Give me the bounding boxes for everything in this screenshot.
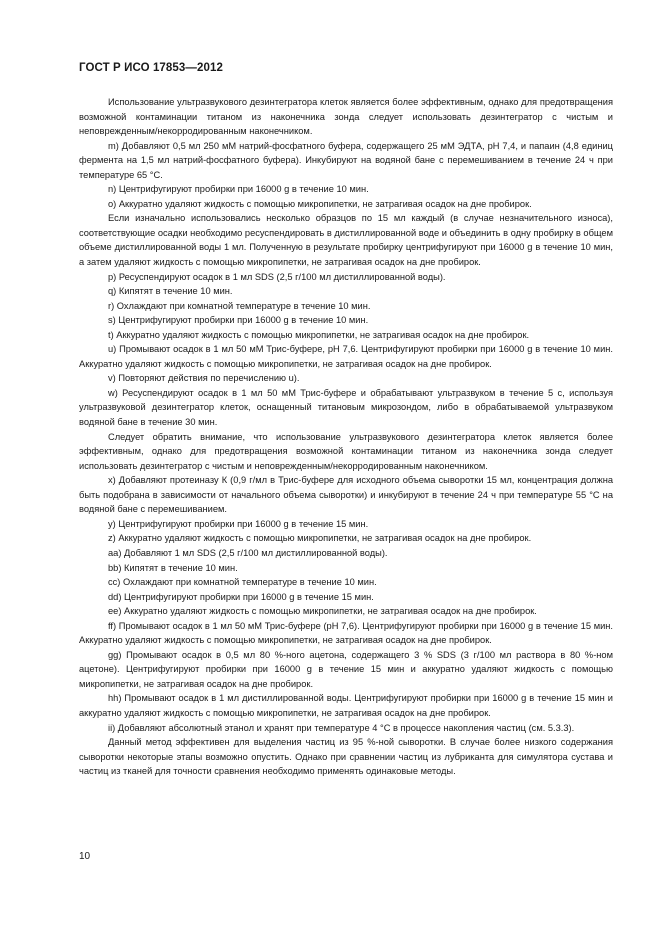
paragraph: aa) Добавляют 1 мл SDS (2,5 г/100 мл дистиллированной воды). — [108, 547, 388, 558]
paragraph: t) Аккуратно удаляют жидкость с помощью микропипетки, не затрагивая осадок на дне пробирок. — [108, 329, 530, 340]
paragraph: cc) Охлаждают при комнатной температуре в течение 10 мин. — [108, 577, 377, 588]
paragraph: Следует обратить внимание, что использование ультразвукового дезинтегратора клеток является более эффективным, однако для предотвращения возможной контаминации титаном из наконечника зонда следует использовать дезинтегратор с чистым и неповрежденным/некорродированным наконечником. — [79, 431, 613, 471]
paragraph: m) Добавляют 0,5 мл 250 мМ натрий-фосфатного буфера, содержащего 25 мМ ЭДТА, pH 7,4, и папаин (4,8 единиц фермента на 1,5 мл натрий-фосфатного буфера). Инкубируют на водяной бане с перемешиванием в течение 24 ч при температуре 65 °C. — [79, 140, 613, 180]
paragraph: ff) Промывают осадок в 1 мл 50 мМ Трис-буфере (pH 7,6). Центрифугируют пробирки при 16000 g в течение 15 мин. Аккуратно удаляют жидкость с помощью микропипетки, не затрагивая осадок на дне пробирок. — [79, 620, 613, 646]
paragraph: ii) Добавляют абсолютный этанол и хранят при температуре 4 °C в процессе накопления частиц (см. 5.3.3). — [108, 722, 575, 733]
paragraph: bb) Кипятят в течение 10 мин. — [108, 562, 238, 573]
document-body — [79, 95, 613, 779]
paragraph: r) Охлаждают при комнатной температуре в течение 10 мин. — [108, 300, 371, 311]
paragraph: s) Центрифугируют пробирки при 16000 g в течение 10 мин. — [108, 315, 369, 326]
paragraph: dd) Центрифугируют пробирки при 16000 g в течение 15 мин. — [108, 591, 374, 602]
paragraph: Данный метод эффективен для выделения частиц из 95 %-ной сыворотки. В случае более низкого содержания сыворотки некоторые этапы возможно опустить. Однако при сравнении частиц из лубриканта для симулятора сустава и частиц из тканей для точности сравнения необходимо применять одинаковые методы. — [79, 737, 613, 777]
paragraph: ee) Аккуратно удаляют жидкость с помощью микропипетки, не затрагивая осадок на дне пробирок. — [108, 606, 537, 617]
paragraph: n) Центрифугируют пробирки при 16000 g в течение 10 мин. — [108, 184, 369, 195]
paragraph: Если изначально использовались несколько образцов по 15 мл каждый (в случае незначительного износа), соответствующие осадки необходимо ресуспендировать в дистиллированной воде и объединить в одну пробирку в общем объеме дистиллированной воды 1 мл. Полученную в результате пробирку центрифугируют при 16000 g в течение 10 мин, а затем удаляют жидкость с помощью микропипетки, не затрагивая осадок на дне пробирок. — [79, 213, 613, 268]
paragraph: p) Ресуспендируют осадок в 1 мл SDS (2,5 г/100 мл дистиллированной воды). — [108, 271, 446, 282]
paragraph: y) Центрифугируют пробирки при 16000 g в течение 15 мин. — [108, 518, 369, 529]
page-number: 10 — [79, 851, 91, 862]
paragraph: w) Ресуспендируют осадок в 1 мл 50 мМ Трис-буфере и обрабатывают ультразвуком в течение 5 с, используя ультразвуковой дезинтегратор клеток, оснащенный титановым микрозондом, либо в обрабатываемой ультразвуком водяной бане в течение 30 мин. — [79, 387, 613, 428]
paragraph: q) Кипятят в течение 10 мин. — [108, 286, 233, 297]
paragraph: gg) Промывают осадок в 0,5 мл 80 %-ного ацетона, содержащего 3 % SDS (3 г/100 мл раствора в 80 %-ном ацетоне). Центрифугируют пробирки при 16000 g в течение 15 мин и аккуратно удаляют жидкость с помощью микропипетки, не затрагивая осадок на дне пробирок. — [79, 649, 613, 689]
paragraph: v) Повторяют действия по перечислению u). — [108, 373, 300, 384]
paragraph: hh) Промывают осадок в 1 мл дистиллированной воды. Центрифугируют пробирки при 16000 g в течение 15 мин и аккуратно удаляют жидкость с помощью микропипетки, не затрагивая осадок на дне пробирок. — [79, 693, 613, 718]
paragraph: Использование ультразвукового дезинтегратора клеток является более эффективным, однако для предотвращения возможной контаминации титаном из наконечника зонда следует использовать дезинтегратор с чистым и неповрежденным/некорродированным наконечником. — [79, 97, 613, 137]
paragraph: u) Промывают осадок в 1 мл 50 мМ Трис-буфере, pH 7,6. Центрифугируют пробирки при 16000 g в течение 10 мин. Аккуратно удаляют жидкость с помощью микропипетки, не затрагивая осадок на дне пробирок. — [79, 344, 613, 369]
document-header: ГОСТ Р ИСО 17853—2012 — [79, 62, 224, 74]
paragraph: x) Добавляют протеиназу К (0,9 г/мл в Трис-буфере для исходного объема сыворотки 15 мл, концентрация должна быть подобрана в зависимости от начального объема сыворотки) и инкубируют в течение 24 ч при температуре 55 °C на водяной бане с перемешиванием. — [79, 475, 613, 515]
paragraph: z) Аккуратно удаляют жидкость с помощью микропипетки, не затрагивая осадок на дне пробирок. — [108, 533, 532, 544]
paragraph: o) Аккуратно удаляют жидкость с помощью микропипетки, не затрагивая осадок на дне пробирок. — [108, 198, 532, 209]
